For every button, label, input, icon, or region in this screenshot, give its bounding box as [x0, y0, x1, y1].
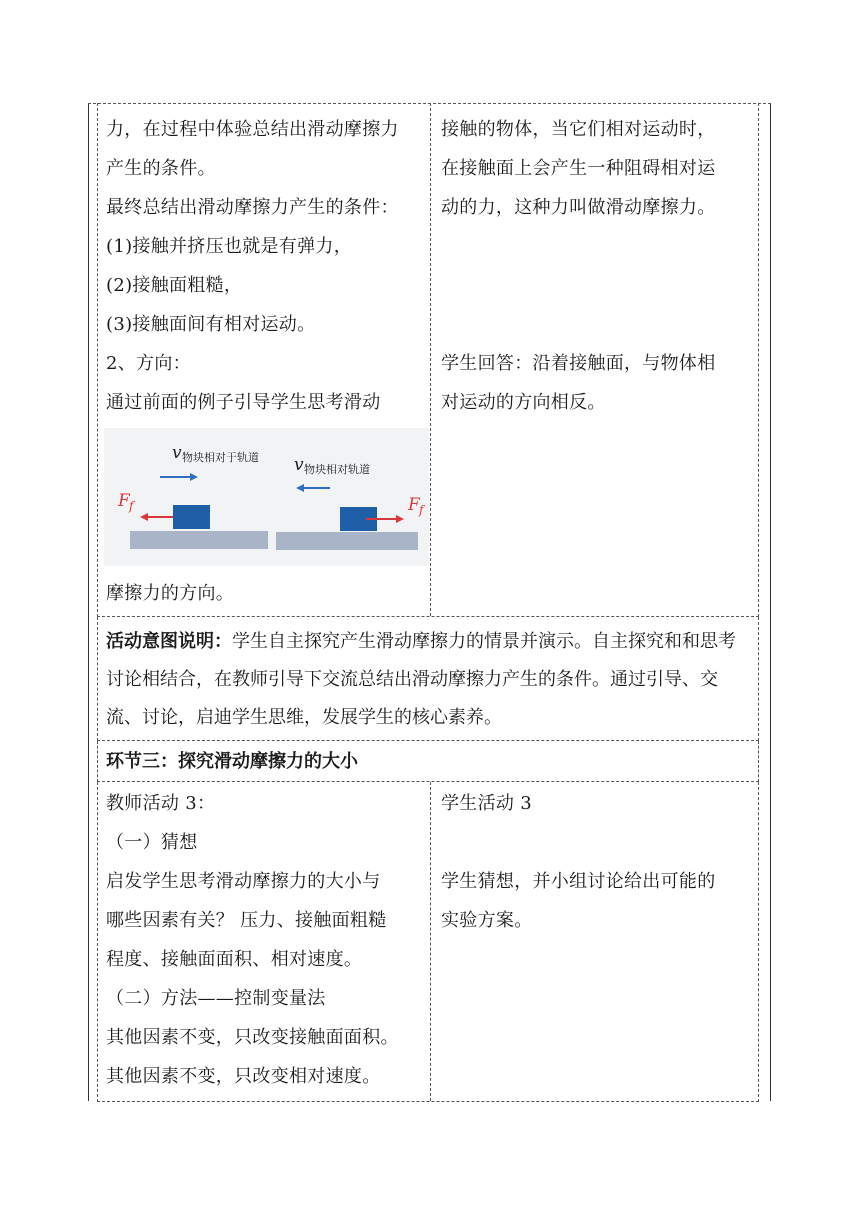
text-line: 动的力，这种力叫做滑动摩擦力。: [441, 197, 716, 218]
text-line: 学生回答：沿着接触面，与物体相: [441, 353, 716, 374]
intent-label: 活动意图说明：: [106, 631, 232, 652]
lesson-plan-table: [97, 103, 759, 1102]
block-left: [173, 505, 210, 529]
text-line: 学生活动 3: [441, 793, 532, 814]
text-line: 接触的物体，当它们相对运动时，: [441, 119, 716, 140]
text-line: 摩擦力的方向。: [106, 583, 235, 604]
text-line: 2、方向：: [106, 353, 191, 374]
page-border-right: [770, 103, 771, 1101]
student-activity-cell: [431, 103, 758, 616]
text-line: (2)接触面粗糙，: [106, 275, 243, 296]
text-line: 最终总结出滑动摩擦力产生的条件：: [106, 197, 399, 218]
page-border-left: [88, 103, 89, 1101]
text-line: （一）猜想: [106, 832, 198, 853]
teacher-activity-cell: [98, 782, 431, 1101]
text-line: 产生的条件。: [106, 158, 216, 179]
student-activity-cell: [431, 782, 758, 1101]
text-line: 启发学生思考滑动摩擦力的大小与: [106, 871, 381, 892]
activity-row-2: [97, 103, 759, 617]
text-line: (3)接触面间有相对运动。: [106, 314, 316, 335]
activity-row-3: [97, 782, 759, 1102]
friction-subscript-left: f: [129, 499, 134, 513]
friction-direction-figure: [104, 428, 429, 566]
intent-text: 学生自主探究产生滑动摩擦力的情景并演示。自主探究和和思考讨论相结合，在教师引导下交流总结出滑动摩擦力产生的条件。通过引导、交流、讨论，启迪学生思维，发展学生的核心素养。: [106, 631, 736, 728]
rail-left: [130, 531, 268, 549]
text-line: 在接触面上会产生一种阻碍相对运: [441, 158, 716, 179]
text-line: (1)接触并挤压也就是有弹力，: [106, 236, 352, 257]
velocity-symbol-right: v: [294, 455, 304, 475]
velocity-symbol-left: v: [172, 443, 182, 463]
text-line: 其他因素不变，只改变接触面面积。: [106, 1027, 399, 1048]
text-line: 通过前面的例子引导学生思考滑动: [106, 392, 381, 413]
text-line: 对运动的方向相反。: [441, 392, 606, 413]
friction-symbol-left: F: [118, 491, 130, 511]
section-3-title: 环节三：探究滑动摩擦力的大小: [106, 751, 358, 772]
text-line: 教师活动 3：: [106, 793, 216, 814]
text-line: 哪些因素有关？ 压力、接触面粗糙: [106, 910, 387, 931]
section-3-header-row: [97, 741, 759, 782]
activity-intent-row: [97, 617, 759, 741]
text-line: 力，在过程中体验总结出滑动摩擦力: [106, 119, 399, 140]
friction-subscript-right: f: [419, 503, 424, 517]
text-line: 其他因素不变，只改变相对速度。: [106, 1066, 381, 1087]
text-line: 程度、接触面面积、相对速度。: [106, 949, 363, 970]
text-line: 学生猜想，并小组讨论给出可能的: [441, 871, 716, 892]
rail-right: [276, 532, 418, 550]
teacher-activity-cell: [98, 103, 431, 616]
friction-symbol-right: F: [408, 495, 420, 515]
velocity-label-left: 物块相对于轨道: [182, 451, 259, 464]
text-line: （二）方法——控制变量法: [106, 988, 326, 1009]
text-line: 实验方案。: [441, 910, 533, 931]
velocity-label-right: 物块相对轨道: [304, 463, 370, 476]
